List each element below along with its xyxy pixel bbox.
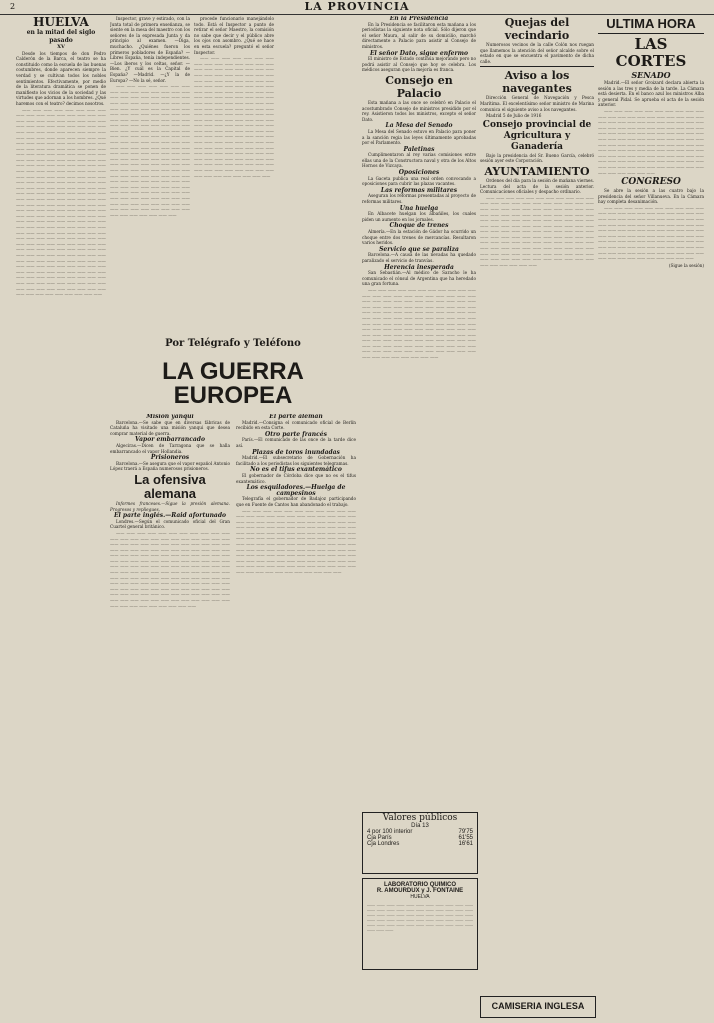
col4-sub8: Choque de trenes	[389, 222, 449, 230]
col4-sub5-text: La Gaceta publica una real orden convocando a oposiciones para cubrir las plazas vacantes.	[362, 175, 476, 187]
column-6	[598, 16, 704, 1016]
col4-sub2-text: Esta mañana a las once se celebró en Palacio el acostumbrado Consejo de ministros presidido por el rey. Asistieron todos los ministros, excepto el señor Dato.	[362, 99, 476, 122]
wire-a-filler: —— —— —— —— —— —— —— —— —— —— —— —— —— —— —— —— —— —— —— —— —— —— —— —— —— —— —— —— —— —— —— —— —— —— —— —— —— —— —— —— —— —— —— —— —— —— —— —— —— —— —— —— —— —— —— —— —— —— —— —— —— —— —— —— —— —— —— —— —— —— —— —— —— —— —— —— —— —— —— —— —— —— —— —— —— —— —— —— —— —— —— —— —— —— —— —— —— —— —— —— —— —— —— —— —— —— —— —— —— —— —— —— —— —— —— —— —— —— —— —— —— —— —— —— —— —— —— —— —— —— —— —— —— —— —— —— —— —— —— —— —— —— —— —— —— —— —— —— —— —— —— —— —— —— —— —— —— —— —— —— —— —— —— ——	[110, 530, 230, 609]
col6-sub3: CONGRESO	[621, 177, 681, 188]
war-headline-2: EUROPEA	[173, 382, 293, 409]
col6-rule	[598, 33, 704, 34]
col5-rule	[480, 66, 594, 67]
col4-sub3-text: La Mesa del Senado estuvo en Palacio para poner a la sanción regia las leyes últimamente aprobadas por el Parlamento.	[362, 128, 476, 146]
wire-column-b	[236, 414, 356, 1014]
wire-sub9: Los esquiladores.—Huelga de campesinos	[246, 484, 346, 497]
valores-row-3-value: 16'61	[458, 841, 473, 847]
lab-title: LABORATORIO QUIMICO	[383, 882, 457, 888]
wire-sub1-text: Barcelona.—Se sabe que en diversas fábricas de Cataluña ha visitado una misión yanqui que desea comprar material de guerra.	[110, 419, 230, 436]
col4-sub1: El señor Dato, sigue enfermo	[369, 49, 468, 57]
wire-sub2-text: Algeciras.—Dicen de Tarragona que se halla embarrancado el vapor Hollandia.	[110, 442, 230, 454]
col1-title: HUELVA	[33, 16, 89, 29]
col4-sub10-text: San Sebastián.—Al médico de Saracho le ha comunicado el cónsul de Argentina que ha heredado una gran fortuna.	[362, 270, 476, 287]
col4-sub10: Herencia inesperada	[384, 263, 454, 271]
wire-sub6: Otro parte francés	[264, 430, 327, 438]
col4-text: En la Presidencia se facilitaron esta mañana a los periodistas la siguiente nota oficial. Sólo dijeron que el señor Maura, al salir de su domicilio, marchó directamente a Palacio para asistir al Consejo de ministros.	[362, 21, 476, 49]
col6-title: ULTIMA HORA	[606, 16, 696, 31]
war-headline	[107, 360, 359, 410]
col4-sub8-text: Almería.—En la estación de Gádor ha ocurrido un choque entre dos trenes de mercancías. Resultaron varios heridos.	[362, 229, 476, 246]
wire-title: Por Telégrafo y Teléfono	[165, 338, 301, 349]
col4-sub9-text: Barcelona.—A causa de las nevadas ha quedado paralizado el servicio de tranvías.	[362, 252, 476, 263]
wire-column-a	[110, 414, 230, 1014]
wire-sub8-text: El gobernador de Córdoba dice que no es el tifus exantemático.	[236, 472, 356, 484]
col2-text: Inspector, grave y estirado, con la Junta total de primera enseñanza, se siente en la mesa del maestro con los señores de la expresada Junta y da principio al examen. —Diga, muchacho. ¿Quiénes fueron los primeros pobladores de España? —Libres España, tenía independientes. —Los iberos y los celtas, señor. —Bien. ¿Y cuál es la Capital de España? —Madrid. —¿Y la de Europa? —No la sé, señor.	[110, 16, 190, 83]
masthead	[0, 0, 714, 15]
wire-sub5-text: Madrid.—Consigna el comunicado oficial de Berlín recibido en esta Corte.	[236, 419, 356, 431]
wire-sub2: Vapor embarrancado	[135, 436, 205, 444]
col6-filler-1: —— —— —— —— —— —— —— —— —— —— —— —— —— —— —— —— —— —— —— —— —— —— —— —— —— —— —— —— —— —— —— —— —— —— —— —— —— —— —— —— —— —— —— —— —— —— —— —— —— —— —— —— —— —— —— —— —— —— —— —— —— —— —— —— —— —— —— —— —— —— —— —— —— —— —— —— —— —— —— —— —— —— —— —— —— —— —— —— —— —— —— —— —— —— —— —— —— —— —— —— —— —— —— —— —— —— —— —— —— —— —— —— —— —— —— —— —— —— —— —— —— —— —— —— —— ——	[598, 108, 704, 176]
wire-sub3: Prisioneros	[150, 454, 190, 462]
col5-sub3-text: Ordenes del día para la sesión de mañana viernes. Lectura del acta de la sesión anterior. Comunicaciones oficiales y despacho ordinario.	[480, 177, 594, 195]
wire-b-filler: —— —— —— —— —— —— —— —— —— —— —— —— —— —— —— —— —— —— —— —— —— —— —— —— —— —— —— —— —— —— —— —— —— —— —— —— —— —— —— —— —— —— —— —— —— —— —— —— —— —— —— —— —— —— —— —— —— —— —— —— —— —— —— —— —— —— —— —— —— —— —— —— —— —— —— —— —— —— —— —— —— —— —— —— —— —— —— —— —— —— —— —— —— —— —— —— —— —— —— —— —— —— —— —— —— —— —— —— —— —— —— —— —— —— —— —— —— —— —— —— —— —— —— —— —— —— —— —— —— —— —— —— —— —— —— —— —— —— —— —— —— ——	[236, 508, 356, 576]
column-1	[16, 16, 106, 1016]
valores-row-3-label: Cja Londres	[367, 841, 400, 847]
col6-sub3-text: Se abre la sesión a las cuatro bajo la presidencia del señor Villanueva. En la Cámara hay completa desanimación.	[598, 188, 704, 205]
col4-sub9: Servicio que se paraliza	[379, 245, 459, 253]
valores-row-2-value: 61'55	[458, 835, 473, 841]
wire-sub3-text: Barcelona.—Se asegura que el vapor español Antonio López traerá a España numerosos prisioneros.	[110, 460, 230, 472]
valores-row-1-value: 79'75	[458, 829, 473, 835]
col5-title: Quejas del vecindario	[504, 16, 570, 42]
valores-row-1-label: 4 por 100 interior	[367, 829, 413, 835]
col4-filler: —— —— —— —— —— —— —— —— —— —— —— —— —— —— —— —— —— —— —— —— —— —— —— —— —— —— —— —— —— —— —— —— —— —— —— —— —— —— —— —— —— —— —— —— —— —— —— —— —— —— —— —— —— —— —— —— —— —— —— —— —— —— —— —— —— —— —— —— —— —— —— —— —— —— —— —— —— —— —— —— —— —— —— —— —— —— —— —— —— —— —— —— —— —— —— —— —— —— —— —— —— —— —— —— —— —— —— —— —— —— —— —— —— —— —— —— —— —— —— —— —— —— —— —— —— —— —— —— —— —— —— —— —— —— —— —— —— —— —— ——	[362, 287, 476, 361]
col4-sub7: Una huelga	[399, 204, 439, 212]
column-4	[362, 16, 476, 806]
col1-text: Desde los tiempos de don Pedro Calderón de la Barca, el teatro se ha constituido como la escuela de las buenas costumbres, donde aparecen siempre la verdad y se cultivan todos los nobles sentimientos. Efectivamente, por medio de la literatura dramática se ponen de manifiesto los vicios de la sociedad y las virtudes que adornan a los hombres. ¿Qué haremos con el teatro? decimos nosotros.	[16, 50, 106, 106]
col6-sub2: SENADO	[631, 70, 671, 80]
valores-title: Valores públicos	[382, 813, 458, 823]
col1-filler: —— —— —— —— —— —— —— —— —— —— —— —— —— —— —— —— —— —— —— —— —— —— —— —— —— —— —— —— —— —— —— —— —— —— —— —— —— —— —— —— —— —— —— —— —— —— —— —— —— —— —— —— —— —— —— —— —— —— —— —— —— —— —— —— —— —— —— —— —— —— —— —— —— —— —— —— —— —— —— —— —— —— —— —— —— —— —— —— —— —— —— —— —— —— —— —— —— —— —— —— —— —— —— —— —— —— —— —— —— —— —— —— —— —— —— —— —— —— —— —— —— —— —— —— —— —— —— —— —— —— —— —— —— —— —— —— —— —— —— —— —— —— —— —— —— —— —— —— —— —— —— —— —— —— —— —— —— —— —— —— —— —— —— —— —— —— —— —— —— —— —— —— —— —— —— —— —— —— —— —— —— —— —— —— —— —— —— —— —— —— —— —— —— —— —— —— —— —— —— —— —— —— —— —— —— —— —— —— —— —— —— —— —— —— —— —— —— —— —— —— —— —— —— —— —— —— —— —— —— —— —— —— —— —— —— —— —— —— —— —— —— —— —— —— —— —— —— —— —— —— —— —— —— —— —— —— —— —— —— —— —— —— —— —— —— —— —— —— —— —— —— —— —— —— —— —— —— —— —— —— —— —— —— —— —— —— —— —— —— —— —— —— —— —— —— —— —— —— —— —— —— —— —— —— ——	[16, 107, 106, 298]
wire-sub7: Plazas de toros inundadas	[252, 448, 340, 456]
col5-sub3: AYUNTAMIENTO	[484, 164, 590, 178]
valores-box	[362, 812, 478, 874]
col6-sub1: LAS CORTES	[615, 35, 687, 70]
camiseria-ad	[480, 996, 596, 1018]
column-2	[110, 16, 190, 346]
col6-text: Madrid.—El señor Groizard declara abierta la sesión a las tres y media de la tarde. La Cámara está desierta. En el banco azul los ministros Alba y general Pidal. Se aprueba el acta de la sesión anterior.	[598, 80, 704, 108]
wire-sub4: La ofensiva alemana	[134, 471, 206, 501]
col5-sub2-text: Bajo la presidencia del Sr. Bueno García, celebró sesión ayer este Corporación.	[480, 152, 594, 164]
col5-sub1: Aviso a los navegantes	[502, 69, 572, 96]
paper-title: LA PROVINCIA	[304, 0, 410, 13]
col6-footer: (Sigue la sesión)	[668, 262, 704, 268]
valores-day: Día 13	[411, 823, 429, 829]
wire-sub7-text: Madrid.—El subsecretario de Gobernación ha facilitado a los periodistas los siguientes telegramas.	[236, 455, 356, 466]
col5-sub1-text: Dirección General de Navegación y Pesca Marítima. El excelentísimo señor ministro de Marina comunica el siguiente aviso a los navegantes.	[480, 95, 594, 112]
wire-sub4-text: Informes franceses.—Sigue la presión alemana. Progresos y repliegues.	[110, 500, 230, 512]
col4-title: En la Presidencia	[389, 16, 449, 22]
wire-sub9-text: Telegrafía el gobernador de Badajoz participando que en Fuente de Cantos han abandonado el trabajo.	[236, 496, 356, 507]
lab-names: R. AMOURDUX y J. FONTAINE	[376, 888, 464, 894]
page-number: 2	[10, 2, 16, 11]
lab-filler: —— —— —— —— —— —— —— —— —— —— —— —— —— —— —— —— —— —— —— —— —— —— —— —— —— —— —— —— —— —— —— —— —— —— —— —— —— —— —— —— —— —— —— —— —— —— —— —— —— —— —— —— —— —— —— —— —— ——	[367, 902, 473, 932]
col3-filler: —— —— —— —— —— —— —— —— —— —— —— —— —— —— —— —— —— —— —— —— —— —— —— —— —— —— —— —— —— —— —— —— —— —— —— —— —— —— —— —— —— —— —— —— —— —— —— —— —— —— —— —— —— —— —— —— —— —— —— —— —— —— —— —— —— —— —— —— —— —— —— —— —— —— —— —— —— —— —— —— —— —— —— —— —— —— —— —— —— —— —— —— —— —— —— —— —— —— —— —— —— —— —— —— —— —— —— —— —— —— —— —— —— —— —— —— —— —— —— —— —— —— —— —— —— —— —— —— —— —— —— —— —— —— —— —— —— —— —— —— —— —— —— —— —— —— —— —— —— —— —— —— —— —— —— —— —— —— —— —— —— —— —— —— —— —— —— —— —— —— —— —— —— —— ——	[194, 56, 274, 179]
column-5	[480, 16, 594, 1016]
war-headline-1: LA GUERRA	[162, 358, 304, 385]
col5-sub2: Consejo provincial de Agricultura y Ganadería	[482, 119, 592, 152]
wire-sub8: No es el tifus exantemático	[250, 466, 342, 474]
wire-sub1: Misión yanqui	[146, 414, 194, 420]
col5-sub1-date: Madrid 5 de Julio de 1916	[486, 113, 542, 119]
col6-filler-2: —— —— —— —— —— —— —— —— —— —— —— —— —— —— —— —— —— —— —— —— —— —— —— —— —— —— —— —— —— —— —— —— —— —— —— —— —— —— —— —— —— —— —— —— —— —— —— —— —— —— —— —— —— —— —— —— —— —— —— —— —— —— —— —— —— —— —— —— —— —— —— —— —— —— —— —— —— —— —— —— —— —— —— —— —— —— —— —— —— —— —— —— —— —— —— —— —— —— —— —— —— —— —— —— —— —— —— ——	[598, 205, 704, 262]
wire-sub10: El parte inglés.—Raid afortunado	[113, 512, 227, 520]
col5-filler: —— —— —— —— —— —— —— —— —— —— —— —— —— —— —— —— —— —— —— —— —— —— —— —— —— —— —— —— —— —— —— —— —— —— —— —— —— —— —— —— —— —— —— —— —— —— —— —— —— —— —— —— —— —— —— —— —— —— —— —— —— —— —— —— —— —— —— —— —— —— —— —— —— —— —— —— —— —— —— —— —— —— —— —— —— —— —— —— —— —— —— —— —— —— —— —— —— —— —— —— —— —— —— —— —— —— —— —— —— —— —— —— —— —— —— —— —— —— —— —— —— —— —— —— —— —— —— —— —— —— —— —— —— —— —— —— —— ——	[480, 195, 594, 268]
col2-filler: —— —— —— —— —— —— —— —— —— —— —— —— —— —— —— —— —— —— —— —— —— —— —— —— —— —— —— —— —— —— —— —— —— —— —— —— —— —— —— —— —— —— —— —— —— —— —— —— —— —— —— —— —— —— —— —— —— —— —— —— —— —— —— —— —— —— —— —— —— —— —— —— —— —— —— —— —— —— —— —— —— —— —— —— —— —— —— —— —— —— —— —— —— —— —— —— —— —— —— —— —— —— —— —— —— —— —— —— —— —— —— —— —— —— —— —— —— —— —— —— —— —— —— —— —— —— —— —— —— —— —— —— —— —— —— —— —— —— —— —— —— —— —— —— —— —— —— —— —— —— —— —— —— —— —— —— —— —— —— —— —— —— —— —— —— —— —— —— —— —— —— —— —— —— —— —— —— —— —— —— —— —— —— —— —— —— —— —— —— ——	[110, 84, 190, 218]
valores-row-3	[363, 841, 477, 847]
col4-sub5: Oposiciones	[398, 169, 440, 177]
col5-text: Numerosos vecinos de la calle Colón nos ruegan que llamemos la atención del señor alcalde sobre el estado en que se encuentra el pavimento de dicha calle.	[480, 42, 594, 64]
col4-sub3: La Mesa del Senado	[385, 122, 453, 130]
col4-sub6-text: Aseguran los reformas presentadas al proyecto de reformas militares.	[362, 193, 476, 205]
column-3	[194, 16, 274, 346]
col4-sub4: Paletinas	[403, 145, 435, 153]
wire-sub6-text: París.—El comunicado de las once de la tarde dice así.	[236, 437, 356, 448]
col4-sub1-text: El ministro de Estado continúa mejorando pero no podrá asistir al Consejo que hoy se celebra. Los médicos aseguran que la mejoría es franca.	[362, 56, 476, 73]
col4-sub6: Las reformas militares	[380, 186, 458, 194]
col4-sub4-text: Cumplimentaron al rey varias comisiones entre ellas una de la Constructora naval y otra de los Altos Hornos de Vizcaya.	[362, 152, 476, 169]
wire-sub10-text: Londres.—Según el comunicado oficial del Gran Cuartel general británico.	[110, 518, 230, 530]
col4-sub7-text: En Albacete huelgan los albañiles, los cuales piden un aumento en los jornales.	[362, 211, 476, 222]
camiseria-title: CAMISERIA INGLESA	[491, 1001, 585, 1011]
col3-text: procede funcionario manejándolo todo. Está el Inspector a punto de retirar el señor Maestro, la comisión no sabe que decir y el público abre los ojos con asombro. ¿Qué se hace en esta escuela? preguntó el señor Inspector.	[194, 16, 274, 55]
laboratorio-ad	[362, 878, 478, 970]
col1-roman: XV	[57, 44, 65, 50]
col1-subtitle: en la mitad del siglo pasado	[26, 29, 96, 44]
wire-sub5: El parte alemán	[269, 414, 323, 420]
valores-row-2-label: Cja París	[367, 835, 392, 841]
lab-city: HUELVA	[410, 894, 430, 900]
col4-sub2: Consejo en Palacio	[385, 73, 453, 100]
